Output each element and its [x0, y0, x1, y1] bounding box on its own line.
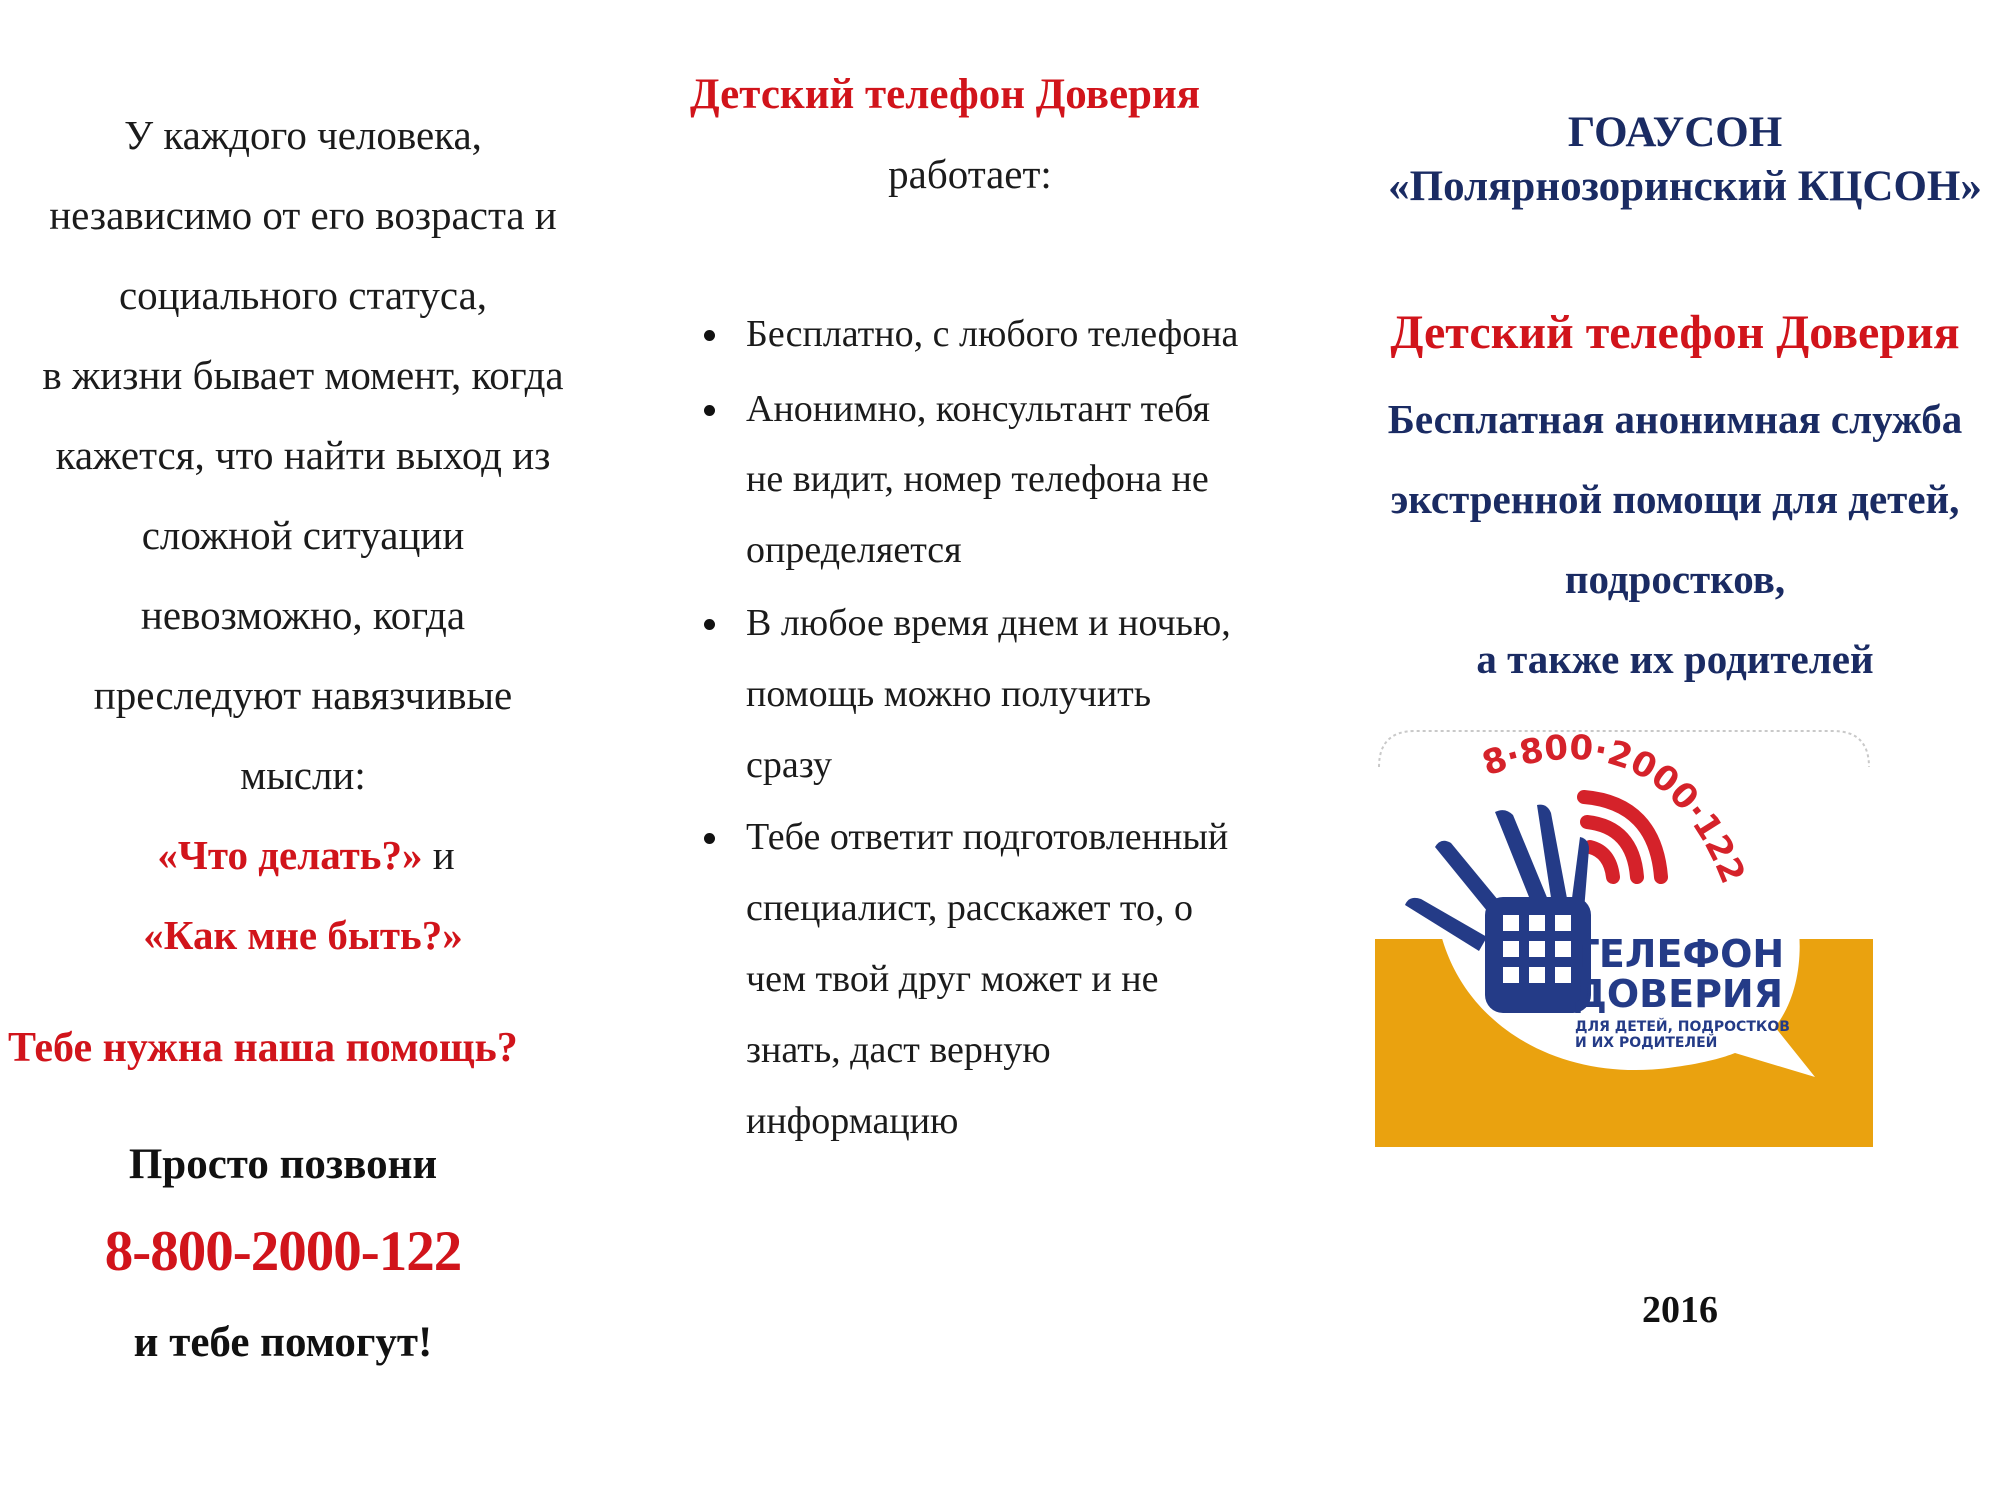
middle-title: Детский телефон Доверия	[690, 71, 1200, 118]
help-text: и тебе помогут!	[133, 1319, 433, 1366]
bullet-text-line: Тебе ответит подготовленный	[746, 816, 1229, 858]
intro-text-line: независимо от его возраста и	[49, 192, 557, 238]
right-desc-line: экстренной помощи для детей,	[1390, 476, 1960, 522]
intro-text-line: мысли:	[240, 752, 366, 798]
bullet-text-line: не видит, номер телефона не	[746, 458, 1209, 500]
bullet-dot	[704, 833, 715, 844]
logo-title-line1: ТЕЛЕФОН	[1573, 932, 1785, 976]
bullet-text-line: В любое время днем и ночью,	[746, 602, 1231, 644]
logo-phone-arc: 8·800·2000·122	[1477, 727, 1753, 890]
quote-and: и	[422, 832, 455, 878]
bullet-text-line: чем твой друг может и не	[746, 958, 1159, 1000]
intro-text-line: социального статуса,	[118, 272, 488, 318]
org-name-line2: «Полярнозоринский КЦСОН»	[1388, 163, 1982, 210]
phone-number: 8-800-2000-122	[104, 1220, 462, 1283]
right-title: Детский телефон Доверия	[1390, 306, 1960, 359]
phone-keypad-icon	[1503, 915, 1571, 983]
call-label: Просто позвони	[128, 1141, 438, 1188]
right-desc-line: а также их родителей	[1476, 636, 1874, 682]
bullet-text-line: Анонимно, консультант тебя	[746, 388, 1210, 430]
bullet-text-line: помощь можно получить	[746, 673, 1152, 715]
quote-what-to-do: «Что делать?»	[157, 832, 423, 878]
right-desc-line: Бесплатная анонимная служба	[1387, 396, 1963, 442]
help-question: Тебе нужна наша помощь?	[8, 1025, 518, 1071]
bullet-dot	[704, 619, 715, 630]
intro-text-line: сложной ситуации	[141, 512, 465, 558]
year: 2016	[1642, 1289, 1718, 1331]
bullet-text-line: определяется	[746, 529, 962, 571]
quote-how-to-be: «Как мне быть?»	[143, 912, 463, 958]
right-desc-line: подростков,	[1564, 556, 1786, 602]
intro-text-line: У каждого человека,	[124, 112, 482, 158]
logo-small-line1: ДЛЯ ДЕТЕЙ, ПОДРОСТКОВ	[1575, 1019, 1790, 1035]
bullet-dot	[704, 405, 715, 416]
intro-text-line: в жизни бывает момент, когда	[42, 352, 564, 398]
helpline-logo	[1375, 727, 1873, 1147]
logo-small-line2: И ИХ РОДИТЕЛЕЙ	[1575, 1035, 1718, 1051]
bullet-text-line: знать, даст верную	[746, 1029, 1051, 1071]
intro-text-line: преследуют навязчивые	[93, 672, 513, 718]
helpline-logo-graphic	[1375, 727, 1873, 1147]
org-name-line1: ГОАУСОН	[1567, 109, 1783, 156]
middle-subtitle: работает:	[888, 151, 1052, 197]
bullet-dot	[704, 330, 715, 341]
bullet-text-line: сразу	[746, 744, 832, 786]
quote-line	[0, 830, 612, 880]
bullet-text-line: Бесплатно, с любого телефона	[746, 313, 1239, 355]
logo-title-line2: ДОВЕРИЯ	[1573, 972, 1783, 1016]
intro-text-line: невозможно, когда	[140, 592, 466, 638]
intro-text-line: кажется, что найти выход из	[55, 432, 551, 478]
bullet-text-line: специалист, расскажет то, о	[746, 887, 1194, 929]
bullet-text-line: информацию	[746, 1100, 959, 1142]
